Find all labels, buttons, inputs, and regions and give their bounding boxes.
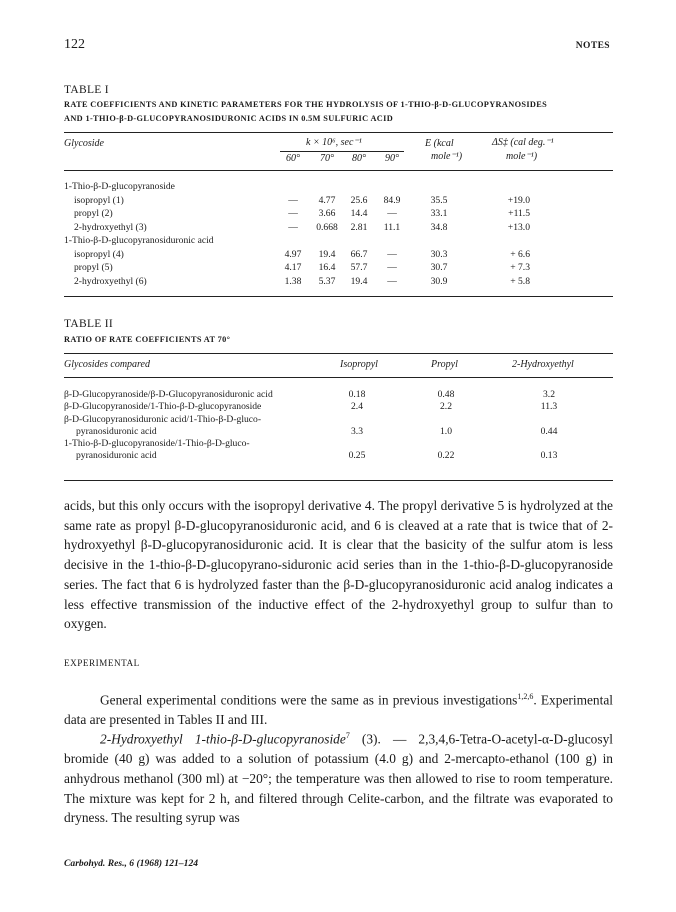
table2-col-isopropyl: Isopropyl <box>340 359 378 370</box>
table1-row-name: isopropyl (4) <box>74 248 124 260</box>
table1-cell-v70: 16.4 <box>318 262 336 273</box>
table1-cell-v90: — <box>387 275 397 287</box>
table1-cell-v70: 5.37 <box>318 275 336 287</box>
table1-cell-v80: 14.4 <box>350 208 368 219</box>
table1-cell-v70: 19.4 <box>318 248 336 260</box>
body-paragraph-2 <box>64 687 613 730</box>
table2-cell-iso: 0.18 <box>348 389 366 400</box>
table1-col-k: k × 10⁶, sec⁻¹ <box>306 137 362 148</box>
table1-cell-s: +11.5 <box>508 208 530 219</box>
table1-caption-line1: RATE COEFFICIENTS AND KINETIC PARAMETERS FOR THE HYDROLYSIS OF 1-THIO-β-D-GLUCOPYRANOSIDES <box>64 100 548 109</box>
table2-col-hydroxyethyl: 2-Hydroxyethyl <box>512 359 574 370</box>
table1-cell-v90: — <box>387 262 397 273</box>
table1-row-name: 2-hydroxyethyl (6) <box>74 275 147 287</box>
table1-cell-v70: 0.668 <box>316 221 338 233</box>
compound-reference: 7 <box>345 731 350 740</box>
table2-cell-hyd: 0.13 <box>540 450 558 461</box>
page-number: 122 <box>64 37 85 52</box>
table2-row-label-continued: pyranosiduronic acid <box>76 450 157 461</box>
table1-cell-v60: 4.97 <box>284 248 302 260</box>
table1-cell-s: + 5.8 <box>510 275 530 287</box>
table1-group-label: 1-Thio-β-D-glucopyranosiduronic acid <box>64 235 214 246</box>
table1-cell-e: 30.7 <box>430 262 448 273</box>
table2-cell-hyd: 3.2 <box>543 389 555 400</box>
table2-col-propyl: Propyl <box>431 359 458 370</box>
table1-col-s-line1: ΔS‡ (cal deg.⁻¹ <box>492 137 554 148</box>
table1-cell-v80: 57.7 <box>350 262 368 273</box>
table2-col-compared: Glycosides compared <box>64 359 150 370</box>
table1-cell-s: + 6.6 <box>510 248 530 260</box>
table2-cell-iso: 0.25 <box>348 450 366 461</box>
table2-row-label-continued: pyranosiduronic acid <box>76 426 157 437</box>
table1-col-glycoside: Glycoside <box>64 138 104 149</box>
paragraph-3-text: (3). — 2,3,4,6-Tetra-O-acetyl-α-D-glucosyl bromide (40 g) was added to a solution of potassium (4.0 g) and 2-mercapto-ethanol (100 g) in anhydrous methanol (300 ml) at −20°; the temperature was then allowed to rise to room temperature. The mixture was kept for 2 h, and filtered through Celite-carbon, and the filtrate was evaporated to dryness. The resulting syrup was <box>64 731 614 826</box>
table2-caption: RATIO OF RATE COEFFICIENTS AT 70° <box>64 335 231 344</box>
table1-cell-e: 34.8 <box>430 221 448 233</box>
table1-bottom-rule <box>64 296 613 297</box>
table1-top-rule <box>64 132 613 133</box>
table1-cell-e: 35.5 <box>430 194 448 206</box>
table1-group-label: 1-Thio-β-D-glucopyranoside <box>64 181 175 192</box>
table1-cell-s: +13.0 <box>507 221 530 233</box>
table1-label: TABLE I <box>64 84 109 96</box>
table1-cell-v70: 4.77 <box>318 194 336 206</box>
table1-cell-v60: — <box>288 221 298 233</box>
table2-header-rule <box>64 377 613 378</box>
table1-row-name: propyl (5) <box>74 262 113 273</box>
table2-row-label: β-D-Glucopyranosiduronic acid/1-Thio-β-D-gluco- <box>64 414 262 425</box>
body-paragraph-3 <box>64 726 613 828</box>
table2-top-rule <box>64 353 613 354</box>
table2-label: TABLE II <box>64 318 114 330</box>
table2-cell-iso: 2.4 <box>351 401 363 412</box>
journal-citation: Carbohyd. Res., 6 (1968) 121–124 <box>64 858 199 869</box>
table1-cell-v80: 2.81 <box>350 221 368 233</box>
table1-cell-v60: 4.17 <box>284 262 302 273</box>
table1-temp-70: 70° <box>320 153 334 164</box>
table1-row-name: propyl (2) <box>74 208 113 219</box>
table1-cell-v60: — <box>288 208 298 219</box>
table2-cell-pro: 0.48 <box>437 389 455 400</box>
table1-row-name: 2-hydroxyethyl (3) <box>74 221 147 233</box>
body-paragraph-1: acids, but this only occurs with the isopropyl derivative 4. The propyl derivative 5 is hydrolyzed at the same rate as propyl β-D-glucopyranosiduronic acid, and 6 is cleaved at a rate that is twice that of 2-hydroxyethyl β-D-glucopyranosiduronic acid. It is clear that the basicity of the sulfur atom is less decisive in the 1-thio-β-D-glucopyrano-siduronic acid series than in the 1-thio-β-D-glucopyranoside series. The fact that 6 is hydrolyzed faster than the β-D-glucopyranosiduronic acid analog indicates a less effective transmission of the inductive effect of the 2-hydroxyethyl group to sulfur than to oxygen. <box>64 498 613 632</box>
paragraph-2-references: 1,2,6 <box>517 692 534 701</box>
table1-temp-90: 90° <box>385 153 399 164</box>
table1-temp-60: 60° <box>286 153 300 164</box>
table2-row-label: 1-Thio-β-D-glucopyranoside/1-Thio-β-D-gluco- <box>64 438 250 449</box>
table2-cell-hyd: 0.44 <box>540 426 558 437</box>
section-header: NOTES <box>575 41 610 51</box>
table2-row-label: β-D-Glucopyranoside/β-D-Glucopyranosiduronic acid <box>64 389 273 400</box>
table1-cell-v60: — <box>288 194 298 206</box>
table2-row-label: β-D-Glucopyranoside/1-Thio-β-D-glucopyranoside <box>64 401 262 412</box>
paragraph-2-text-b: . Experimental data are presented in Tables II and III. <box>64 692 614 728</box>
table1-cell-v80: 66.7 <box>350 248 368 260</box>
table1-col-e-line2: mole⁻¹) <box>431 151 463 162</box>
table1-cell-v70: 3.66 <box>318 208 336 219</box>
table1-col-e-line1: E (kcal <box>425 138 454 149</box>
table2-cell-iso: 3.3 <box>351 426 363 437</box>
table2-cell-hyd: 11.3 <box>540 401 558 412</box>
table1-cell-v90: 11.1 <box>383 221 401 233</box>
table1-k-subrule <box>280 151 404 152</box>
table1-cell-v90: — <box>387 208 397 219</box>
experimental-heading: EXPERIMENTAL <box>64 658 140 668</box>
table1-cell-e: 30.9 <box>430 275 448 287</box>
compound-title: 2-Hydroxyethyl 1-thio-β-D-glucopyranoside <box>100 731 346 747</box>
paragraph-2-text-a: General experimental conditions were the same as in previous investigations <box>100 692 518 708</box>
table1-cell-s: + 7.3 <box>510 262 530 273</box>
table2-cell-pro: 1.0 <box>440 426 452 437</box>
table1-col-s-line2: mole⁻¹) <box>506 151 538 162</box>
table2-cell-pro: 0.22 <box>437 450 455 461</box>
table1-cell-e: 33.1 <box>430 208 448 219</box>
table1-header-rule <box>64 170 613 171</box>
table1-cell-e: 30.3 <box>430 248 448 260</box>
table1-cell-v90: — <box>387 248 397 260</box>
table1-temp-80: 80° <box>352 153 366 164</box>
table1-cell-v80: 25.6 <box>350 194 368 206</box>
table1-cell-v80: 19.4 <box>350 275 368 287</box>
table2-bottom-rule <box>64 480 613 481</box>
table1-cell-v60: 1.38 <box>284 275 302 287</box>
table1-cell-s: +19.0 <box>507 194 530 206</box>
table2-cell-pro: 2.2 <box>440 401 452 412</box>
table1-caption-line2: AND 1-THIO-β-D-GLUCOPYRANOSIDURONIC ACIDS IN 0.5M SULFURIC ACID <box>64 114 394 123</box>
table1-row-name: isopropyl (1) <box>74 194 124 206</box>
table1-cell-v90: 84.9 <box>383 194 401 206</box>
